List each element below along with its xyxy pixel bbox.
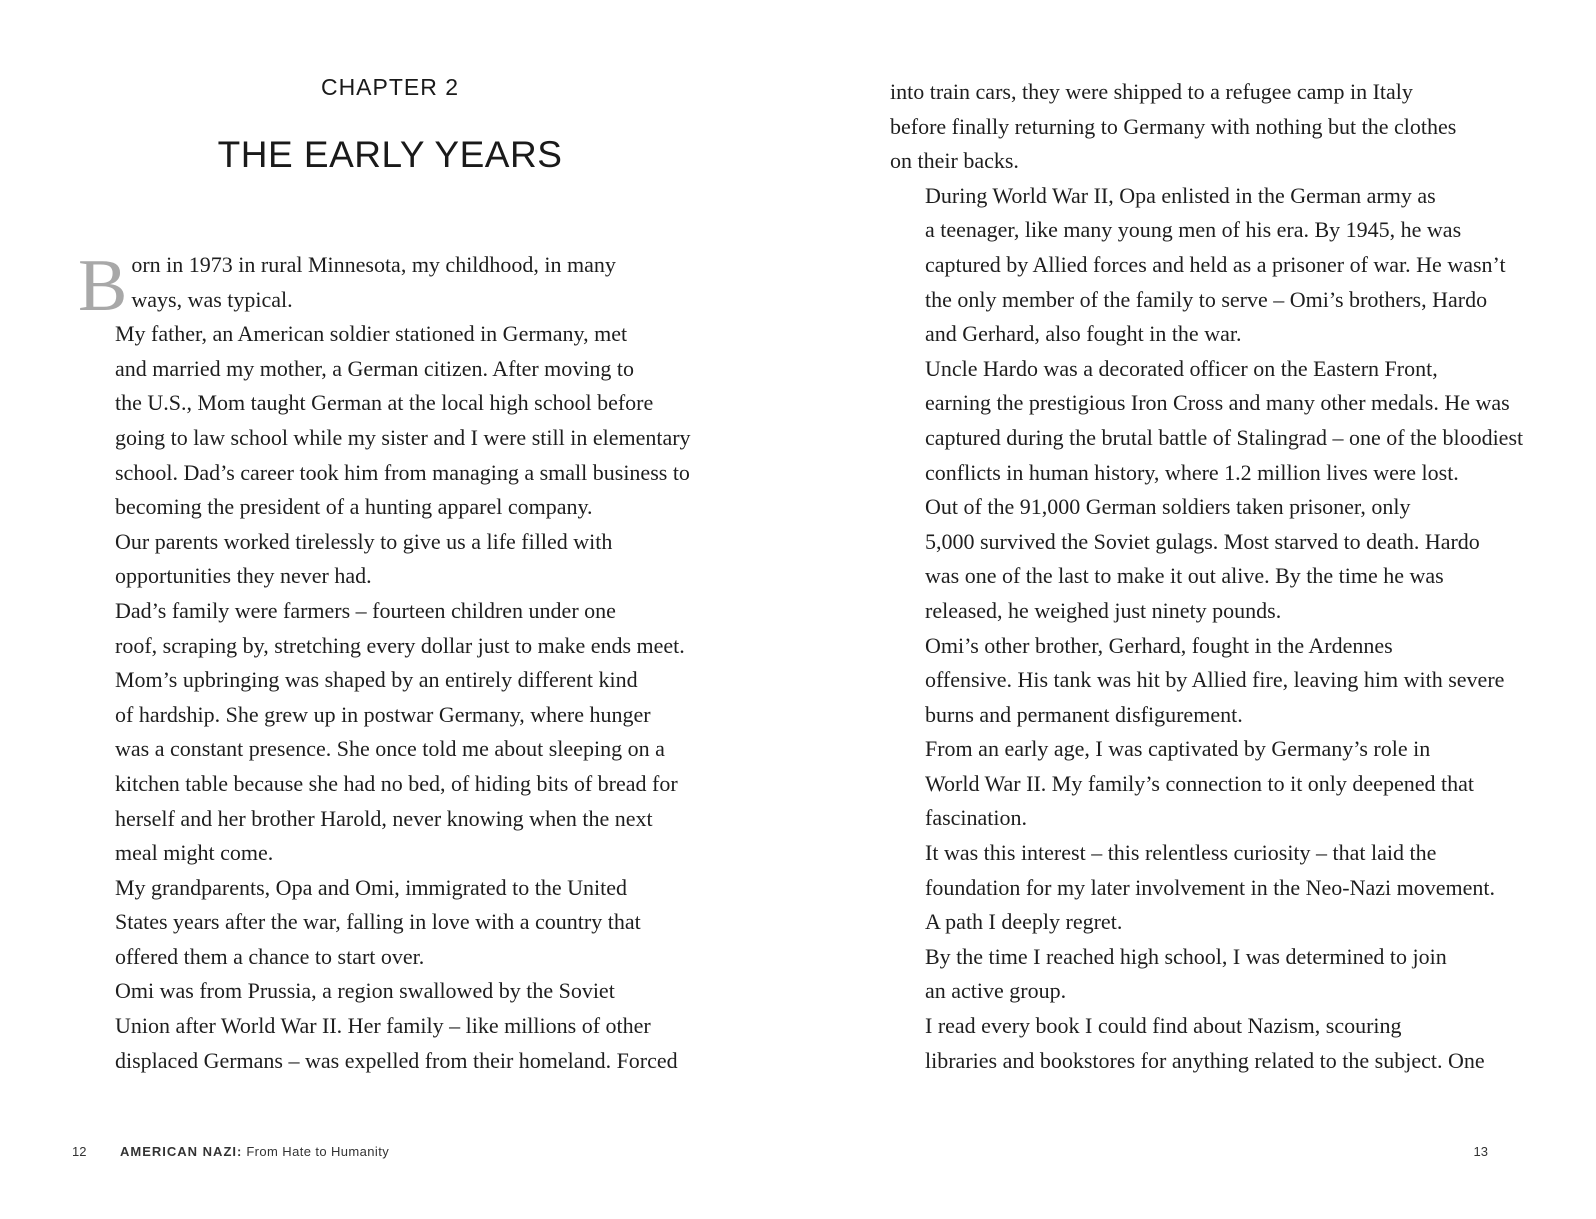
text-line: the U.S., Mom taught German at the local high school before: [115, 390, 654, 416]
paragraph: [80, 317, 690, 525]
text-line: Our parents worked tirelessly to give us a life filled with: [115, 528, 613, 554]
paragraph: [890, 179, 1505, 352]
text-line: opportunities they never had.: [115, 563, 372, 589]
text-line: Omi’s other brother, Gerhard, fought in the Ardennes: [925, 632, 1393, 658]
text-line: and married my mother, a German citizen. After moving to: [115, 355, 635, 381]
running-head-subtitle: From Hate to Humanity: [242, 1144, 390, 1159]
paragraph: [80, 974, 690, 1078]
text-line: foundation for my later involvement in the Neo-Nazi movement.: [925, 874, 1496, 900]
text-line: herself and her brother Harold, never knowing when the next: [115, 805, 653, 831]
paragraph: [890, 629, 1505, 733]
text-line: an active group.: [925, 978, 1067, 1004]
text-line: Dad’s family were farmers – fourteen children under one: [115, 597, 616, 623]
text-line: Omi was from Prussia, a region swallowed by the Soviet: [115, 978, 615, 1004]
text-line: I read every book I could find about Nazism, scouring: [925, 1013, 1402, 1039]
text-line: offered them a chance to start over.: [115, 943, 425, 969]
text-line: States years after the war, falling in love with a country that: [115, 909, 641, 935]
running-head: [120, 1144, 389, 1159]
text-line: earning the prestigious Iron Cross and many other medals. He was: [925, 390, 1510, 416]
paragraph: [78, 245, 690, 327]
text-line: Out of the 91,000 German soldiers taken prisoner, only: [925, 494, 1411, 520]
text-line: fascination.: [925, 805, 1028, 831]
text-line: conflicts in human history, where 1.2 million lives were lost.: [925, 459, 1459, 485]
text-line: becoming the president of a hunting apparel company.: [115, 494, 593, 520]
text-line: captured during the brutal battle of Stalingrad – one of the bloodiest: [925, 424, 1524, 450]
text-line: into train cars, they were shipped to a refugee camp in Italy: [890, 79, 1413, 104]
paragraph: [890, 75, 1505, 179]
text-line: of hardship. She grew up in postwar Germany, where hunger: [115, 701, 651, 727]
text-line: school. Dad’s career took him from managing a small business to: [115, 459, 690, 485]
paragraph: [890, 1009, 1505, 1078]
text-line: Uncle Hardo was a decorated officer on the Eastern Front,: [925, 355, 1438, 381]
drop-cap: B: [78, 245, 128, 327]
text-line: was one of the last to make it out alive. By the time he was: [925, 563, 1444, 589]
text-line: My grandparents, Opa and Omi, immigrated to the United: [115, 874, 627, 900]
text-line: World War II. My family’s connection to it only deepened that: [925, 770, 1474, 796]
text-line: the only member of the family to serve – Omi’s brothers, Hardo: [925, 286, 1488, 312]
chapter-title: THE EARLY YEARS: [217, 134, 563, 175]
running-head-title: AMERICAN NAZI:: [120, 1144, 243, 1159]
chapter-label: CHAPTER 2: [320, 74, 460, 100]
paragraph: [890, 732, 1505, 836]
text-line: and Gerhard, also fought in the war.: [925, 321, 1242, 347]
text-line: on their backs.: [890, 148, 1019, 174]
page-number-left: 12: [72, 1144, 87, 1159]
text-line: kitchen table because she had no bed, of hiding bits of bread for: [115, 770, 678, 796]
text-line: a teenager, like many young men of his era. By 1945, he was: [925, 217, 1462, 243]
right-body-text: [890, 75, 1524, 1078]
paragraph: [890, 940, 1505, 1009]
text-line: It was this interest – this relentless curiosity – that laid the: [925, 840, 1437, 866]
paragraph: [890, 490, 1505, 628]
text-line: A path I deeply regret.: [925, 909, 1123, 935]
text-line: libraries and bookstores for anything related to the subject. One: [925, 1047, 1485, 1073]
right-page: [798, 0, 1596, 1219]
text-line: roof, scraping by, stretching every dollar just to make ends meet.: [115, 632, 685, 658]
paragraph: [80, 871, 690, 975]
text-line: going to law school while my sister and I were still in elementary: [115, 424, 691, 450]
page-number-right: 13: [1473, 1144, 1488, 1159]
text-line: displaced Germans – was expelled from their homeland. Forced: [115, 1047, 678, 1073]
text-line: offensive. His tank was hit by Allied fire, leaving him with severe: [925, 667, 1505, 693]
text-line: During World War II, Opa enlisted in the German army as: [925, 182, 1436, 208]
text-line: burns and permanent disfigurement.: [925, 701, 1243, 727]
text-line: captured by Allied forces and held as a prisoner of war. He wasn’t: [925, 251, 1506, 277]
paragraph: [80, 594, 690, 663]
paragraph: [890, 352, 1524, 490]
text-line: orn in 1973 in rural Minnesota, my childhood, in many: [131, 252, 616, 277]
paragraph: [80, 525, 690, 594]
paragraph: [890, 836, 1505, 940]
text-line: before finally returning to Germany with nothing but the clothes: [890, 113, 1457, 139]
text-line: 5,000 survived the Soviet gulags. Most starved to death. Hardo: [925, 528, 1480, 554]
text-line: My father, an American soldier stationed in Germany, met: [115, 321, 628, 347]
text-line: Union after World War II. Her family – like millions of other: [115, 1013, 651, 1039]
text-line: meal might come.: [115, 840, 274, 866]
left-body-text: [78, 245, 691, 1078]
text-line: ways, was typical.: [131, 286, 293, 312]
text-line: From an early age, I was captivated by Germany’s role in: [925, 736, 1431, 762]
paragraph: [80, 663, 690, 871]
text-line: released, he weighed just ninety pounds.: [925, 597, 1282, 623]
text-line: By the time I reached high school, I was determined to join: [925, 943, 1447, 969]
text-line: was a constant presence. She once told me about sleeping on a: [115, 736, 665, 762]
text-line: Mom’s upbringing was shaped by an entirely different kind: [115, 667, 638, 693]
